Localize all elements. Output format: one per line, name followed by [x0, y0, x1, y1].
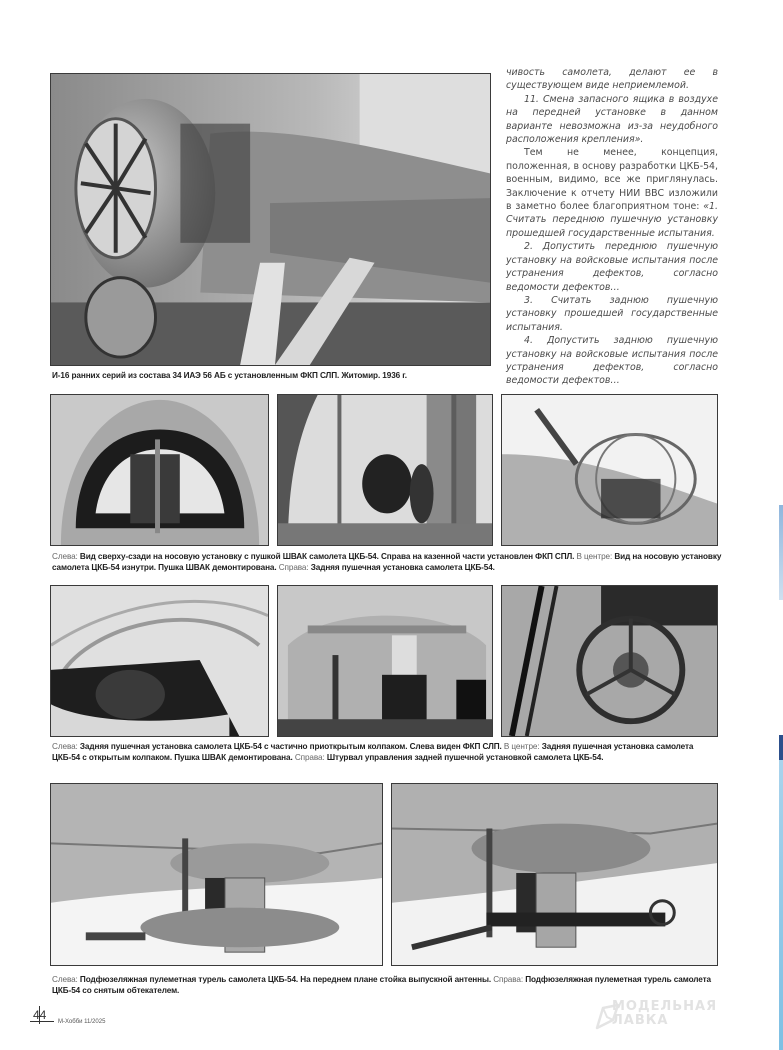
photo-rear-turret-control-wheel — [501, 585, 718, 737]
photo-nose-turret-top — [50, 394, 269, 546]
article-paragraph: 4. Допустить заднюю пушечную установку на войсковые испытания после устранения дефектов, согласно ведомости дефектов… — [506, 335, 718, 387]
caption-row1 — [52, 551, 722, 573]
watermark-text — [612, 1000, 717, 1028]
photo-underfuselage-turret-no-fairing — [391, 783, 718, 966]
section-tab-light — [779, 505, 783, 600]
caption-row2 — [52, 741, 722, 763]
photo-nose-turret-interior — [277, 394, 493, 546]
article-text-column — [506, 66, 718, 388]
watermark-line2: ЛАВКА — [612, 1013, 669, 1028]
photo-rear-turret-partly-open — [50, 585, 269, 737]
caption-label-right: Справа: — [493, 975, 526, 984]
article-paragraph: чивость самолета, делают ее в существующем виде неприемлемой. — [506, 67, 718, 92]
caption-text-right: Подфюзеляжная пулеметная турель самолета ЦКБ-54 со снятым обтекателем. — [52, 975, 711, 995]
caption-label-right: Справа: — [278, 563, 311, 572]
article-paragraph — [506, 146, 718, 240]
article-paragraph: 11. Смена запасного ящика в воздухе на передней установке в данном варианте невозможна из-за неудобного расположения крепления». — [506, 93, 718, 146]
caption-text-center: Задняя пушечная установка самолета ЦКБ-54 с открытым колпаком. Пушка ШВАК демонтирована. — [52, 742, 694, 762]
section-tab-stripe — [779, 760, 783, 1050]
photo-rear-turret-open — [277, 585, 493, 737]
article-paragraph-normal: Тем не менее, концепция, положенная, в основу разработки ЦКБ-54, военным, видимо, все же приглянулась. Заключение к отчету НИИ ВВС изложили в заметно более благоприятном тоне: — [506, 147, 718, 213]
caption-label-center: В центре: — [503, 742, 542, 751]
caption-main-photo: И-16 ранних серий из состава 34 ИАЭ 56 АБ с установленным ФКП СЛП. Житомир. 1936 г. — [52, 371, 407, 380]
caption-label-left: Слева: — [52, 742, 80, 751]
caption-label-right: Справа: — [294, 753, 327, 762]
article-paragraph-quote: «1. Считать переднюю пушечную установку прошедшей государственные испытания. — [506, 201, 718, 239]
caption-label-left: Слева: — [52, 975, 80, 984]
caption-text-center: Вид на носовую установку самолета ЦКБ-54 изнутри. Пушка ШВАК демонтирована. — [52, 552, 722, 572]
photo-underfuselage-turret-fairing — [50, 783, 383, 966]
caption-text-right: Штурвал управления задней пушечной установкой самолета ЦКБ-54. — [326, 753, 604, 762]
caption-text-left: Вид сверху-сзади на носовую установку с пушкой ШВАК самолета ЦКБ-54. Справа на казенной части установлен ФКП СПЛ. — [79, 552, 577, 561]
page-number: 44 — [33, 1008, 47, 1022]
photo-i16-main — [50, 73, 491, 366]
article-paragraph: 2. Допустить переднюю пушечную установку на войсковые испытания после устранения дефектов, согласно ведомости дефектов… — [506, 241, 718, 293]
caption-text-left: Подфюзеляжная пулеметная турель самолета ЦКБ-54. На переднем плане стойка выпускной антенны. — [79, 975, 494, 984]
caption-text-left: Задняя пушечная установка самолета ЦКБ-54 с частично приоткрытым колпаком. Слева виден ФКП СЛП. — [79, 742, 504, 751]
section-tab-dark — [779, 735, 783, 760]
caption-label-center: В центре: — [576, 552, 615, 561]
watermark-line1: МОДЕЛЬНАЯ — [612, 999, 718, 1014]
caption-label-left: Слева: — [52, 552, 80, 561]
caption-row3 — [52, 974, 722, 996]
photo-rear-cannon-turret — [501, 394, 718, 546]
article-paragraph: 3. Считать заднюю пушечную установку прошедшей государственные испытания. — [506, 294, 718, 333]
caption-text-right: Задняя пушечная установка самолета ЦКБ-54. — [310, 563, 495, 572]
magazine-issue: М-Хобби 11/2025 — [58, 1019, 106, 1025]
